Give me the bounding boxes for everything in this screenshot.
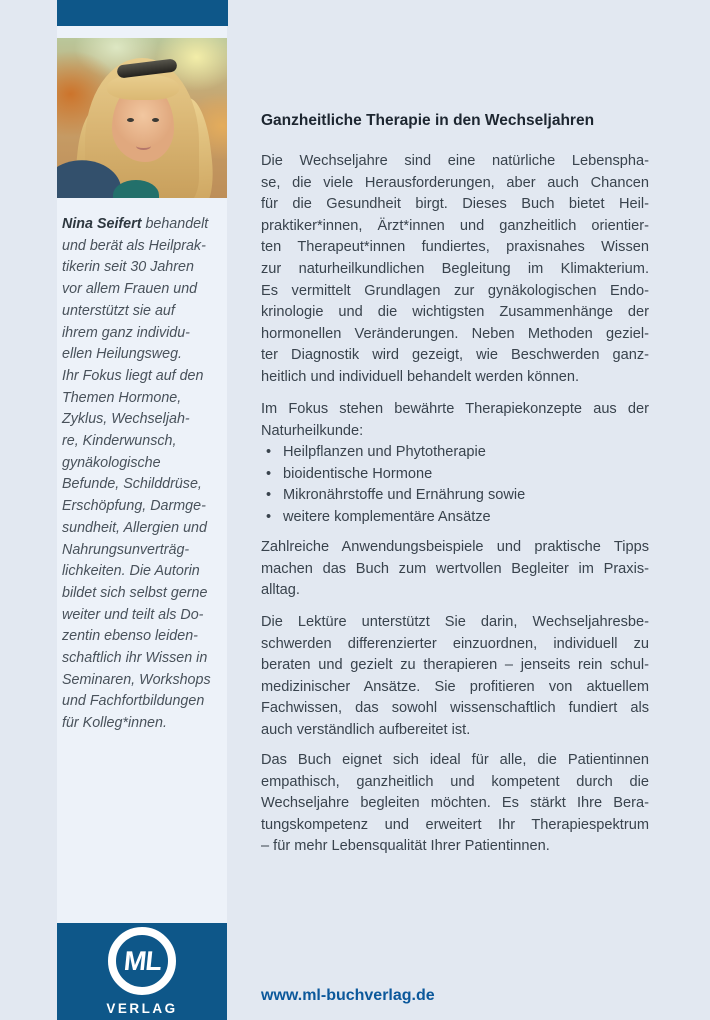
text-line: vor allem Frauen und	[62, 281, 198, 298]
author-bio-first-line-rest: behandelt	[145, 216, 209, 232]
author-bio	[62, 214, 225, 735]
text-line: empathisch, ganzheitlich und kompetent durch die	[261, 773, 649, 790]
description-paragraph-4	[261, 612, 649, 742]
text-line: Themen Hormone,	[62, 389, 182, 406]
text-line: alltag.	[261, 582, 300, 599]
text-line: Es vermittelt Grundlagen zur gynäkologischen Endo-	[261, 282, 649, 299]
bullet-list-item	[261, 485, 649, 507]
text-line: und berät als Heilprak-	[62, 237, 206, 254]
photo-mouth	[136, 142, 151, 150]
publisher-logo-block	[57, 923, 227, 1020]
text-line: Die Wechseljahre sind eine natürliche Lebenspha-	[261, 153, 649, 169]
text-line: tikerin seit 30 Jahren	[62, 259, 194, 276]
text-line: unterstützt sie auf	[62, 302, 175, 319]
text-line: Zyklus, Wechseljah-	[62, 411, 190, 428]
text-line: Das Buch eignet sich ideal für alle, die Patientinnen	[261, 752, 649, 768]
text-line: beraten und gezielt zu therapieren – jenseits rein schul-	[261, 657, 649, 674]
text-line: Im Fokus stehen bewährte Therapiekonzepte aus der	[261, 401, 649, 417]
text-line: schaftlich ihr Wissen in	[62, 650, 208, 667]
author-bio-first-line	[62, 214, 225, 236]
therapy-bullet-list	[261, 442, 649, 528]
logo-verlag-text: VERLAG	[106, 1001, 178, 1016]
text-line: zur naturheilkundlichen Begleitung im Klimakterium.	[261, 260, 649, 277]
text-line: Naturheilkunde:	[261, 422, 364, 439]
text-line: re, Kinderwunsch,	[62, 433, 177, 450]
text-line: Wechseljahre begleiten möchten. Es stärkt Ihre Bera-	[261, 795, 649, 812]
text-line: weiter und teilt als Do-	[62, 606, 204, 623]
text-line: schwerden differenzierter einzuordnen, individuell zu	[261, 635, 649, 652]
bullet-item-label: Heilpflanzen und Phytotherapie	[283, 444, 486, 460]
text-line: ellen Heilungsweg.	[62, 346, 183, 363]
text-line: ten Therapeut*innen fundiertes, praxisnahes Wissen	[261, 239, 649, 256]
text-line: zentin ebenso leiden-	[62, 628, 198, 645]
text-line: und Fachfortbildungen	[62, 693, 205, 710]
bullet-dot-icon: •	[266, 487, 272, 504]
photo-fringe	[107, 74, 179, 100]
text-line: – für mehr Lebensqualität Ihrer Patientinnen.	[261, 838, 550, 855]
text-line: lichkeiten. Die Autorin	[62, 563, 200, 580]
text-line: Befunde, Schilddrüse,	[62, 476, 202, 493]
text-line: sundheit, Allergien und	[62, 519, 207, 536]
text-line: Erschöpfung, Darmge-	[62, 498, 206, 515]
publisher-logo-icon	[108, 927, 176, 995]
text-line: se, die viele Herausforderungen, aber auch Chancen	[261, 174, 649, 191]
publisher-website-link[interactable]: www.ml-buchverlag.de	[261, 987, 435, 1004]
text-line: bildet sich selbst gerne	[62, 584, 208, 601]
text-line: ihrem ganz individu-	[62, 324, 190, 341]
bullet-dot-icon: •	[266, 444, 272, 460]
top-accent-band	[57, 0, 228, 26]
bullet-list-item	[261, 464, 649, 486]
author-bio-lines	[62, 236, 225, 735]
bullet-list-item	[261, 442, 649, 464]
text-line: praktiker*innen, Ärzt*innen und ganzheitlich orientier-	[261, 217, 649, 234]
photo-eye-left	[127, 118, 134, 122]
bullet-dot-icon: •	[266, 508, 272, 525]
text-line: heitlich und individuell behandelt werden können.	[261, 368, 580, 385]
bullet-list-item	[261, 507, 649, 529]
description-paragraph-5	[261, 750, 649, 858]
text-line: ter Diagnostik wird gezeigt, wie Beschwerden ganz-	[261, 347, 649, 364]
bullet-item-label: bioidentische Hormone	[283, 465, 433, 482]
text-line: für Kolleg*innen.	[62, 715, 167, 732]
text-line: Die Lektüre unterstützt Sie darin, Wechseljahresbe-	[261, 614, 649, 630]
photo-eye-right	[152, 118, 159, 122]
bullet-item-label: weitere komplementäre Ansätze	[283, 508, 491, 525]
description-paragraph-2	[261, 399, 649, 442]
book-subtitle-heading: Ganzheitliche Therapie in den Wechseljahren	[261, 112, 595, 129]
text-line: medizinischer Ansätze. Sie profitieren von aktuellem	[261, 678, 649, 695]
author-photo	[57, 38, 227, 198]
text-line: für die Gesundheit birgt. Dieses Buch bietet Heil-	[261, 196, 649, 213]
logo-ml-text: ML	[121, 945, 163, 976]
text-line: hormonellen Veränderungen. Neben Methoden geziel-	[261, 325, 649, 342]
text-line: Nahrungsunverträg-	[62, 541, 190, 558]
text-line: krinologie und die wichtigsten Zusammenhänge der	[261, 304, 649, 321]
bullet-dot-icon: •	[266, 465, 272, 482]
bullet-item-label: Mikronährstoffe und Ernährung sowie	[283, 487, 526, 504]
description-paragraph-3	[261, 537, 649, 602]
text-line: Zahlreiche Anwendungsbeispiele und praktische Tipps	[261, 539, 649, 555]
text-line: tungskompetenz und erweitert Ihr Therapiespektrum	[261, 816, 649, 833]
text-line: machen das Buch zum wertvollen Begleiter im Praxis-	[261, 560, 649, 577]
author-name: Nina Seifert	[62, 216, 142, 232]
description-paragraph-1	[261, 151, 649, 389]
text-line: Ihr Fokus liegt auf den	[62, 367, 204, 384]
text-line: gynäkologische	[62, 454, 161, 471]
text-line: auch verständlich aufbereitet ist.	[261, 721, 471, 738]
text-line: Seminaren, Workshops	[62, 671, 211, 688]
text-line: Fachwissen, das sowohl wissenschaftlich fundiert als	[261, 700, 649, 717]
